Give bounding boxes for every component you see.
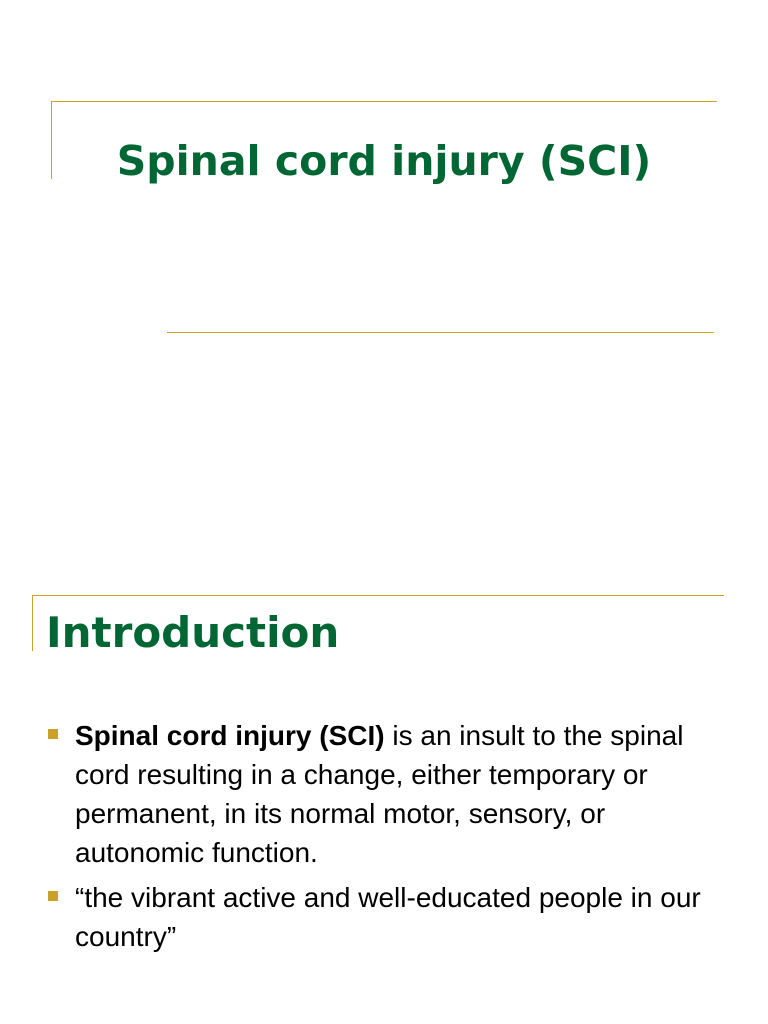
frame-left-rule bbox=[32, 595, 33, 651]
frame-top-rule bbox=[32, 595, 724, 596]
bullet-text: “the vibrant active and well-educated people in our country” bbox=[75, 882, 701, 952]
square-bullet-icon bbox=[48, 891, 58, 901]
slide-title: Spinal cord injury (SCI) bbox=[116, 137, 652, 185]
bullet-text: is an insult to the spinal cord resulting in a change, either temporary or permanent, in its normal motor, sensory, or autonomic function. bbox=[75, 720, 684, 868]
bullet-list bbox=[46, 716, 726, 962]
introduction-slide bbox=[0, 580, 768, 1024]
frame-top-rule bbox=[51, 101, 717, 102]
square-bullet-icon bbox=[48, 729, 58, 739]
title-underline-rule bbox=[167, 332, 714, 333]
bullet-item bbox=[46, 878, 726, 956]
section-heading: Introduction bbox=[46, 608, 340, 657]
bullet-bold-lead: Spinal cord injury (SCI) bbox=[75, 720, 385, 751]
bullet-item bbox=[46, 716, 726, 872]
